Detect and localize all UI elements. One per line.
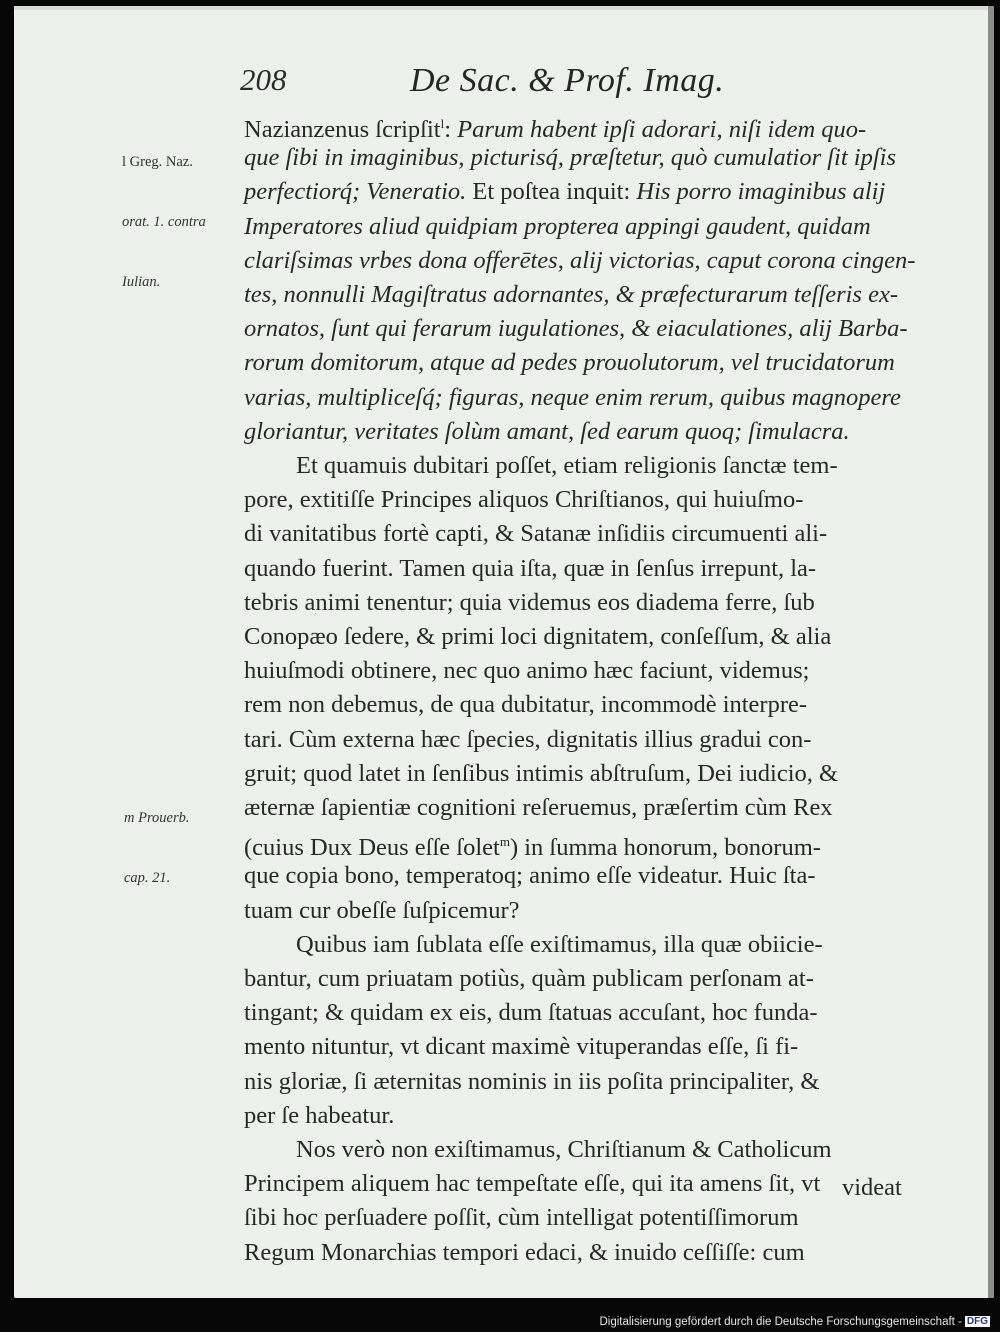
line-italic: Imperatores aliud quidpiam propterea appingi gaudent, quidam	[244, 212, 871, 240]
line-italic: perfectiorq́; Veneratio.	[244, 178, 467, 206]
footer-text: Digitalisierung gefördert durch die Deutsche Forschungsgemeinschaft -	[599, 1316, 962, 1328]
line-text: Nos verò non exiſtimamus, Chriſtianum & Catholicum	[296, 1136, 832, 1163]
footnote-marker: l	[440, 116, 445, 131]
text-line	[244, 724, 811, 756]
line-italic: His porro imaginibus alij	[636, 178, 886, 206]
line-text: æternæ ſapientiæ cognitioni reſeruemus, præſertim cùm Rex	[244, 794, 833, 821]
line-text: nis gloriæ, ſi æternitas nominis in iis poſita principaliter, &	[244, 1067, 820, 1095]
line-text: per ſe habeatur.	[244, 1101, 395, 1129]
text-line	[244, 176, 885, 208]
line-text: bantur, cum priuatam potiùs, quàm publicam perſonam at-	[244, 965, 814, 992]
text-line	[244, 1237, 805, 1269]
line-text: que copia bono, temperatoq; animo eſſe videatur. Huic ſta-	[244, 862, 816, 890]
line-text: mento nituntur, vt dicant maximè vituperandas eſſe, ſi fi-	[244, 1033, 799, 1061]
line-rest: :	[444, 116, 458, 144]
dfg-logo: DFG	[966, 1316, 988, 1328]
text-line	[244, 1031, 798, 1063]
line-text: ſibi hoc perſuadere poſſit, cùm intelligat potentiſſimorum	[244, 1204, 799, 1232]
text-line	[244, 279, 898, 311]
text-line	[244, 484, 803, 516]
text-line	[244, 382, 901, 414]
text-line	[244, 108, 866, 146]
text-line	[244, 245, 915, 277]
footnote-marker: m	[499, 834, 510, 850]
margin-note-line: Iulian.	[122, 274, 161, 290]
page-top-edge	[14, 6, 994, 10]
line-italic: ornatos, ſunt qui ferarum iugulationes, & eiaculationes, alij Barba-	[244, 315, 908, 343]
line-text: tuam cur obeſſe ſuſpicemur?	[244, 896, 520, 924]
line-text: Conopæo ſedere, & primi loci dignitatem, conſeſſum, & alia	[244, 623, 832, 650]
text-line	[244, 518, 827, 550]
text-line	[244, 826, 821, 864]
text-line	[244, 997, 818, 1029]
text-line	[244, 621, 831, 653]
text-line	[244, 553, 816, 585]
margin-note-line: orat. 1. contra	[122, 214, 206, 230]
line-italic: Parum habent ipſi adorari, niſi idem quo-	[457, 116, 867, 144]
margin-note-m	[124, 768, 190, 908]
line-italic: tes, nonnulli Magiſtratus adornantes, & præfecturarum teſſeris ex-	[244, 281, 898, 308]
line-text: tari. Cùm externa hæc ſpecies, dignitatis illius gradui con-	[244, 725, 812, 753]
text-line	[296, 1134, 832, 1166]
line-text: Nazianzenus ſcripſit	[244, 116, 441, 144]
line-text: huiuſmodi obtinere, nec quo animo hæc faciunt, videmus;	[244, 657, 810, 685]
line-text: tingant; & quidam ex eis, dum ſtatuas accuſant, hoc funda-	[244, 999, 818, 1027]
line-italic: clariſsimas vrbes dona offerētes, alij victorias, caput corona cingen-	[244, 246, 916, 274]
footer	[599, 1316, 990, 1328]
line-text: tebris animi tenentur; quia videmus eos diadema ferre, ſub	[244, 588, 815, 616]
text-line	[244, 895, 520, 927]
line-text: Et quamuis dubitari poſſet, etiam religionis ſanctæ tem-	[296, 452, 838, 479]
text-line	[244, 792, 833, 824]
page-right-edge	[988, 6, 994, 1298]
text-line	[244, 655, 809, 687]
text-line	[244, 1202, 799, 1234]
page-number: 208	[240, 62, 287, 97]
text-line	[244, 313, 908, 345]
text-line	[296, 929, 823, 961]
margin-note-line: cap. 21.	[124, 870, 171, 886]
line-text: pore, extitiſſe Principes aliquos Chriſtianos, qui huiuſmo-	[244, 486, 804, 514]
text-line	[244, 758, 838, 790]
line-rest: ) in ſumma honorum, bonorum-	[509, 834, 821, 862]
line-italic: rorum domitorum, atque ad pedes prouolutorum, vel trucidatorum	[244, 349, 895, 377]
text-line	[296, 450, 838, 482]
margin-note-line: l Greg. Naz.	[122, 154, 193, 170]
line-text: Principem aliquem hac tempeſtate eſſe, qui ita amens ſit, vt	[244, 1170, 821, 1198]
margin-note-line: m Prouerb.	[124, 810, 190, 826]
text-line	[244, 689, 807, 721]
text-line	[244, 416, 850, 448]
text-line	[244, 1100, 394, 1132]
line-rest: Et poſtea inquit:	[466, 178, 637, 206]
text-line	[244, 860, 815, 892]
line-text: gruit; quod latet in ſenſibus intimis abſtruſum, Dei iudicio, &	[244, 759, 839, 787]
catchword: videat	[842, 1174, 902, 1201]
text-line	[244, 587, 815, 619]
line-text: Quibus iam ſublata eſſe exiſtimamus, illa quæ obiicie-	[296, 930, 823, 958]
text-line	[244, 1168, 820, 1200]
running-title: De Sac. & Prof. Imag.	[410, 62, 725, 99]
line-text: rem non debemus, de qua dubitatur, incommodè interpre-	[244, 691, 808, 719]
line-text: (cuius Dux Deus eſſe ſolet	[244, 834, 500, 862]
text-line	[244, 211, 871, 243]
text-line	[244, 142, 896, 174]
text-line	[244, 963, 814, 995]
line-italic: que ſibi in imaginibus, picturisq́, præſtetur, quò cumulatior ſit ipſis	[244, 144, 897, 172]
text-line	[244, 1066, 819, 1098]
margin-note-l	[122, 112, 206, 312]
text-line	[244, 347, 895, 379]
line-text: di vanitatibus fortè capti, & Satanæ inſidiis circumuenti ali-	[244, 520, 828, 548]
line-text: Regum Monarchias tempori edaci, & inuido ceſſiſſe: cum	[244, 1238, 805, 1266]
line-italic: varias, multipliceſq́; figuras, neque enim rerum, quibus magnopere	[244, 383, 901, 411]
line-italic: gloriantur, veritates ſolùm amant, ſed earum quoq; ſimulacra.	[244, 417, 850, 445]
line-text: quando fuerint. Tamen quia iſta, quæ in ſenſus irrepunt, la-	[244, 554, 817, 582]
